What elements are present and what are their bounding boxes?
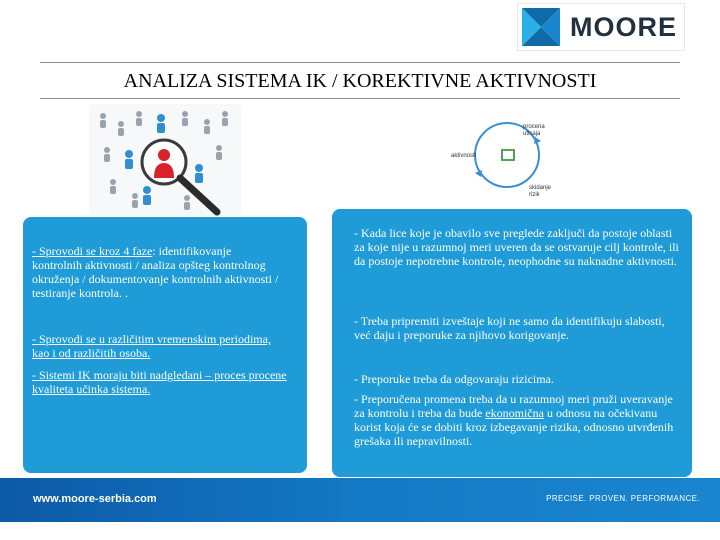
phases-text: : identifikovanje kontrolnih aktivnosti / analiza opšteg kontrolnog okruženja / dokumentovanje kontrolnih aktivnosti / testiranje kontrola. . <box>32 244 279 300</box>
footer-tagline: PRECISE. PROVEN. PERFORMANCE. <box>546 494 700 503</box>
phases-link[interactable]: - Sprovodi se kroz 4 faze <box>32 244 153 258</box>
economic-link[interactable]: ekonomična <box>485 406 544 420</box>
people-magnifier-illustration <box>89 104 241 216</box>
left-paragraph-phases <box>32 244 282 300</box>
cycle-label-left: aktivnosti <box>451 153 477 159</box>
bottom-strip <box>0 522 720 540</box>
moore-logo-mark-icon <box>518 4 564 50</box>
change-text-prefix: - Preporučena promena treba da u razumnoj meri pruži uveravanje za kontrolu i treba da bude <box>354 392 673 420</box>
cycle-label-bottom: skidanje rizik <box>529 185 552 197</box>
right-paragraph-reports: - Treba pripremiti izveštaje koji ne samo da identifikuju slabosti, već daju i preporuke za njihovo korigovanje. <box>354 314 665 342</box>
left-paragraph-monitoring: - Sistemi IK moraju biti nadgledani – proces procene kvaliteta učinka sistema. <box>32 368 287 396</box>
left-text-panel <box>23 217 307 473</box>
left-paragraph-periods: - Sprovodi se u različitim vremenskim periodima, kao i od različitih osoba. <box>32 332 271 360</box>
cycle-diagram <box>449 111 569 197</box>
footer-url[interactable]: www.moore-serbia.com <box>33 493 157 505</box>
cycle-label-top: procena uticaja <box>523 124 545 137</box>
footer-bar <box>0 478 720 522</box>
change-text-rest: u odnosu na očekivanu korist koja će se dobiti kroz izbegavanje rizika, odnosno utvrđenih grešaka ili nepravilnosti. <box>354 406 674 448</box>
page-title: ANALIZA SISTEMA IK / KOREKTIVNE AKTIVNOSTI <box>123 70 597 92</box>
moore-logo <box>517 3 685 51</box>
right-paragraph-change <box>354 392 682 448</box>
right-paragraph-followup: - Kada lice koje je obavilo sve preglede zaključi da postoje oblasti za koje nije u razumnoj meri uveren da se ostvaruje cilj kontrole, ili da postoje nepotrebne kontrole, neophodne su naknadne aktivnosti. <box>354 226 679 268</box>
title-bottom-rule <box>40 98 680 99</box>
right-paragraph-risks: - Preporuke treba da odgovaraju rizicima. <box>354 372 554 386</box>
moore-logo-text: MOORE <box>570 11 678 42</box>
right-text-panel <box>332 209 692 477</box>
title-top-rule <box>40 62 680 63</box>
